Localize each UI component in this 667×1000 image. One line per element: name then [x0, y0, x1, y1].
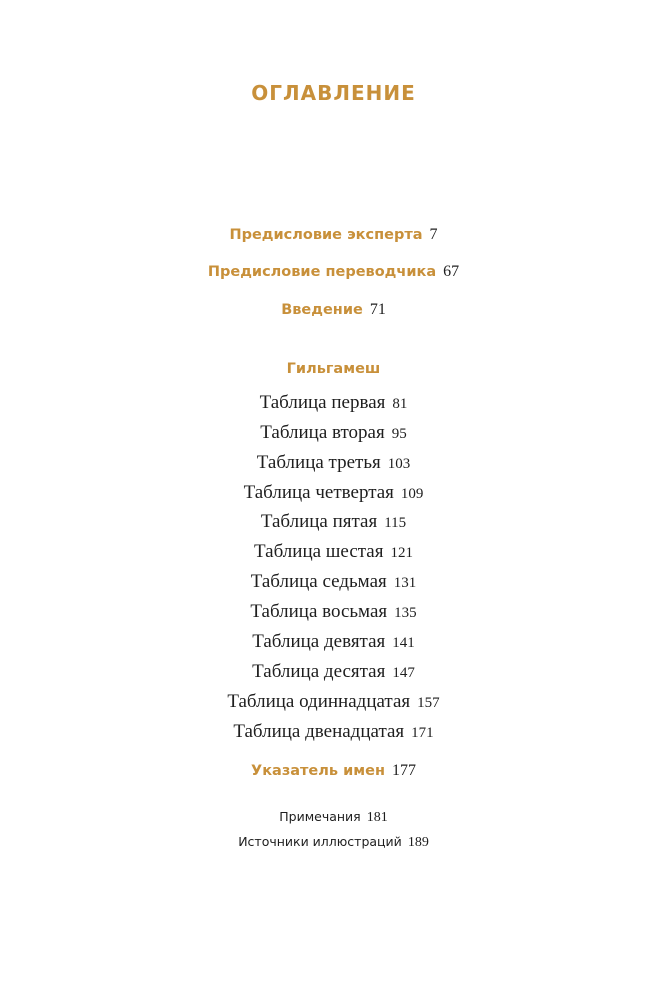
toc-entry-tablet-9: [0, 632, 667, 651]
toc-title: ОГЛАВЛЕНИЕ: [251, 81, 416, 105]
toc-entry-page: 103: [387, 456, 411, 472]
toc-entry-label: Таблица двенадцатая: [233, 721, 405, 742]
toc-entry-label: Предисловие эксперта: [229, 227, 423, 243]
toc-entry-tablet-8: [0, 602, 667, 621]
toc-entry-expert-preface: [0, 227, 667, 243]
toc-entry-label: Таблица четвертая: [243, 482, 394, 503]
toc-section-title: Гильгамеш: [286, 361, 381, 377]
toc-entry-page: 7: [429, 226, 438, 243]
toc-entry-tablet-11: [0, 692, 667, 711]
toc-entry-label: Таблица пятая: [260, 511, 378, 532]
toc-entry-illustration-sources: [0, 836, 667, 850]
toc-entry-page: 157: [417, 695, 440, 711]
toc-entry-label: Таблица третья: [256, 452, 381, 473]
toc-entry-tablet-12: [0, 722, 667, 741]
toc-entry-name-index: [0, 763, 667, 779]
toc-entry-page: 189: [407, 835, 429, 850]
toc-entry-tablet-1: [0, 393, 667, 412]
toc-entry-label: Таблица одиннадцатая: [227, 691, 411, 712]
toc-entry-notes: [0, 811, 667, 825]
toc-entry-label: Примечания: [279, 809, 361, 824]
toc-entry-label: Предисловие переводчика: [207, 264, 437, 280]
toc-entry-tablet-2: [0, 423, 667, 442]
toc-entry-label: Таблица десятая: [252, 661, 386, 682]
toc-entry-tablet-3: [0, 453, 667, 472]
toc-entry-page: 115: [384, 515, 407, 531]
toc-entry-label: Таблица первая: [259, 392, 386, 413]
toc-entry-introduction: [0, 302, 667, 318]
toc-entry-tablet-6: [0, 542, 667, 561]
toc-entry-tablet-10: [0, 662, 667, 681]
toc-entry-page: 67: [443, 263, 460, 280]
toc-entry-translator-preface: [0, 264, 667, 280]
toc-entry-label: Источники иллюстраций: [238, 834, 402, 849]
toc-entry-tablet-5: [0, 512, 667, 531]
toc-entry-tablet-4: [0, 483, 667, 502]
toc-entry-page: 181: [366, 810, 388, 825]
toc-entry-label: Таблица седьмая: [250, 571, 387, 592]
toc-entry-page: 171: [411, 725, 434, 741]
toc-entry-label: Указатель имен: [251, 763, 385, 779]
toc-entry-page: 95: [391, 426, 407, 442]
toc-entry-page: 131: [393, 575, 417, 591]
toc-entry-page: 135: [394, 605, 417, 621]
toc-entry-label: Таблица вторая: [260, 422, 385, 443]
toc-entry-page: 177: [391, 762, 416, 779]
toc-entry-page: 71: [369, 301, 386, 318]
toc-entry-page: 141: [392, 635, 415, 651]
toc-entry-label: Таблица девятая: [252, 631, 386, 652]
toc-entry-label: Введение: [281, 302, 363, 318]
toc-entry-page: 147: [392, 665, 415, 681]
toc-entry-tablet-7: [0, 572, 667, 591]
toc-entry-label: Таблица шестая: [254, 541, 384, 562]
toc-entry-label: Таблица восьмая: [250, 601, 388, 622]
toc-entry-page: 109: [400, 486, 424, 502]
toc-entry-page: 81: [392, 396, 408, 412]
toc-entry-page: 121: [390, 545, 413, 561]
